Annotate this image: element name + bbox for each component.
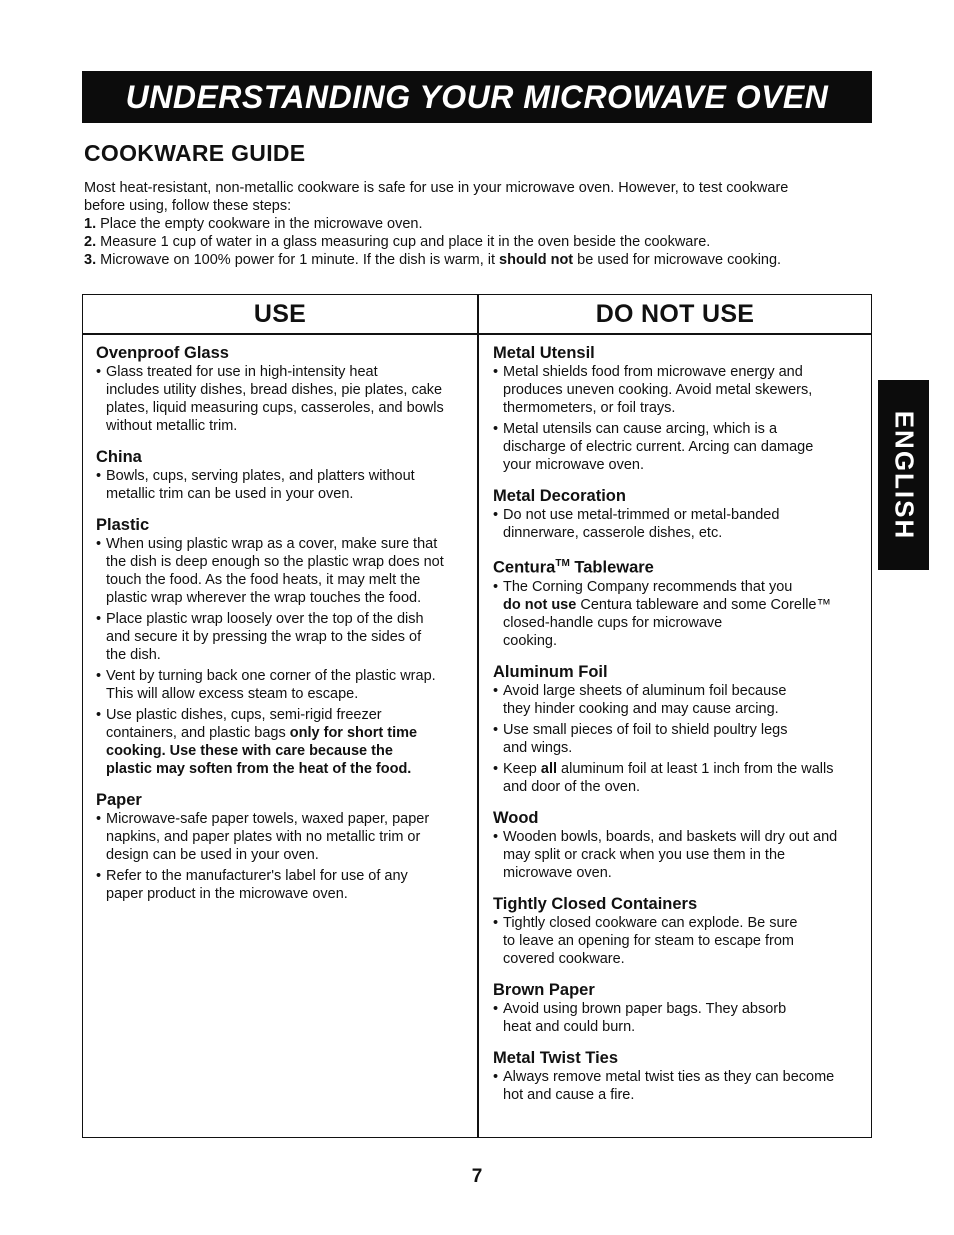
list-item: • Wooden bowls, boards, and baskets will dry out and may split or crack when you use them in the microwave oven.	[493, 828, 871, 882]
list-item: • Use small pieces of foil to shield poultry legs and wings.	[493, 721, 871, 757]
list-item: • Bowls, cups, serving plates, and platters without metallic trim can be used in your oven.	[96, 467, 471, 503]
intro-text	[84, 179, 864, 269]
do-not-use-column	[493, 343, 871, 1116]
list-item: • Vent by turning back one corner of the plastic wrap. This will allow excess steam to escape.	[96, 667, 471, 703]
category-brown-paper	[493, 980, 871, 1036]
category-aluminum-foil	[493, 662, 871, 796]
page-number: 7	[471, 1166, 483, 1187]
list-item: • Always remove metal twist ties as they can become hot and cause a fire.	[493, 1068, 871, 1104]
intro-line: Most heat-resistant, non-metallic cookware is safe for use in your microwave oven. However, to test cookware	[84, 180, 789, 196]
category-title: Tightly Closed Containers	[493, 894, 698, 913]
category-title: Aluminum Foil	[493, 662, 608, 681]
category-title: Metal Utensil	[493, 344, 595, 362]
list-item: • Microwave-safe paper towels, waxed paper, paper napkins, and paper plates with no metallic trim or design can be used in your oven.	[96, 810, 471, 864]
category-title: Metal Twist Ties	[493, 1048, 619, 1067]
list-item: • Place plastic wrap loosely over the top of the dish and secure it by pressing the wrap to the sides of the dish.	[96, 610, 471, 664]
language-tab	[878, 380, 929, 570]
page-banner	[82, 71, 872, 123]
list-item: • Do not use metal-trimmed or metal-banded dinnerware, casserole dishes, etc.	[493, 506, 871, 542]
cookware-guide-table	[82, 294, 872, 1138]
list-item: • Glass treated for use in high-intensity heat includes utility dishes, bread dishes, pie plates, cake plates, liquid measuring cups, casseroles, and bowls without metallic trim.	[96, 363, 471, 435]
category-title: Centura™ Tableware	[493, 558, 654, 577]
use-column-heading: USE	[253, 299, 307, 328]
category-centura-tableware	[493, 554, 871, 650]
intro-step: 2. Measure 1 cup of water in a glass measuring cup and place it in the oven beside the cookware.	[84, 234, 711, 250]
list-item: • Refer to the manufacturer's label for use of any paper product in the microwave oven.	[96, 867, 471, 903]
use-column	[96, 343, 471, 915]
intro-step: 1. Place the empty cookware in the microwave oven.	[84, 216, 423, 232]
intro-step: 3. Microwave on 100% power for 1 minute. If the dish is warm, it should not be used for microwave cooking.	[84, 252, 782, 268]
category-tightly-closed-containers	[493, 894, 871, 968]
list-item: • Use plastic dishes, cups, semi-rigid freezer containers, and plastic bags only for short time cooking. Use these with care because the plastic may soften from the heat of the food.	[96, 706, 471, 778]
list-item: • The Corning Company recommends that you do not use Centura tableware and some Corelle™ closed-handle cups for microwave cooking.	[493, 578, 871, 650]
category-wood	[493, 808, 871, 882]
category-title: Plastic	[96, 516, 150, 534]
list-item: • Avoid using brown paper bags. They absorb heat and could burn.	[493, 1000, 871, 1036]
category-title: Paper	[96, 791, 142, 809]
banner-title: UNDERSTANDING YOUR MICROWAVE OVEN	[125, 78, 829, 115]
category-metal-decoration	[493, 486, 871, 542]
column-divider	[477, 295, 479, 1137]
list-item: • Metal shields food from microwave energy and produces uneven cooking. Avoid metal skewers, thermometers, or foil trays.	[493, 363, 871, 417]
list-item: • Avoid large sheets of aluminum foil because they hinder cooking and may cause arcing.	[493, 682, 871, 718]
category-china	[96, 447, 471, 503]
category-ovenproof-glass	[96, 343, 471, 435]
intro-line: before using, follow these steps:	[84, 198, 292, 214]
category-title: China	[96, 448, 142, 466]
do-not-use-column-heading: DO NOT USE	[595, 299, 755, 328]
category-metal-twist-ties	[493, 1048, 871, 1104]
list-item: • Keep all aluminum foil at least 1 inch from the walls and door of the oven.	[493, 760, 871, 796]
list-item: • Metal utensils can cause arcing, which is a discharge of electric current. Arcing can damage your microwave oven.	[493, 420, 871, 474]
category-plastic	[96, 515, 471, 778]
category-title: Wood	[493, 808, 539, 827]
category-paper	[96, 790, 471, 903]
list-item: • Tightly closed cookware can explode. Be sure to leave an opening for steam to escape from covered cookware.	[493, 914, 871, 968]
list-item: • When using plastic wrap as a cover, make sure that the dish is deep enough so the plastic wrap does not touch the food. As the food heats, it may melt the plastic wrap wherever the wrap touches the food.	[96, 535, 471, 607]
category-metal-utensil	[493, 343, 871, 474]
language-tab-label: ENGLISH	[889, 410, 920, 540]
category-title: Metal Decoration	[493, 487, 626, 505]
category-title: Ovenproof Glass	[96, 344, 229, 362]
category-title: Brown Paper	[493, 980, 595, 999]
section-title: COOKWARE GUIDE	[84, 140, 306, 166]
